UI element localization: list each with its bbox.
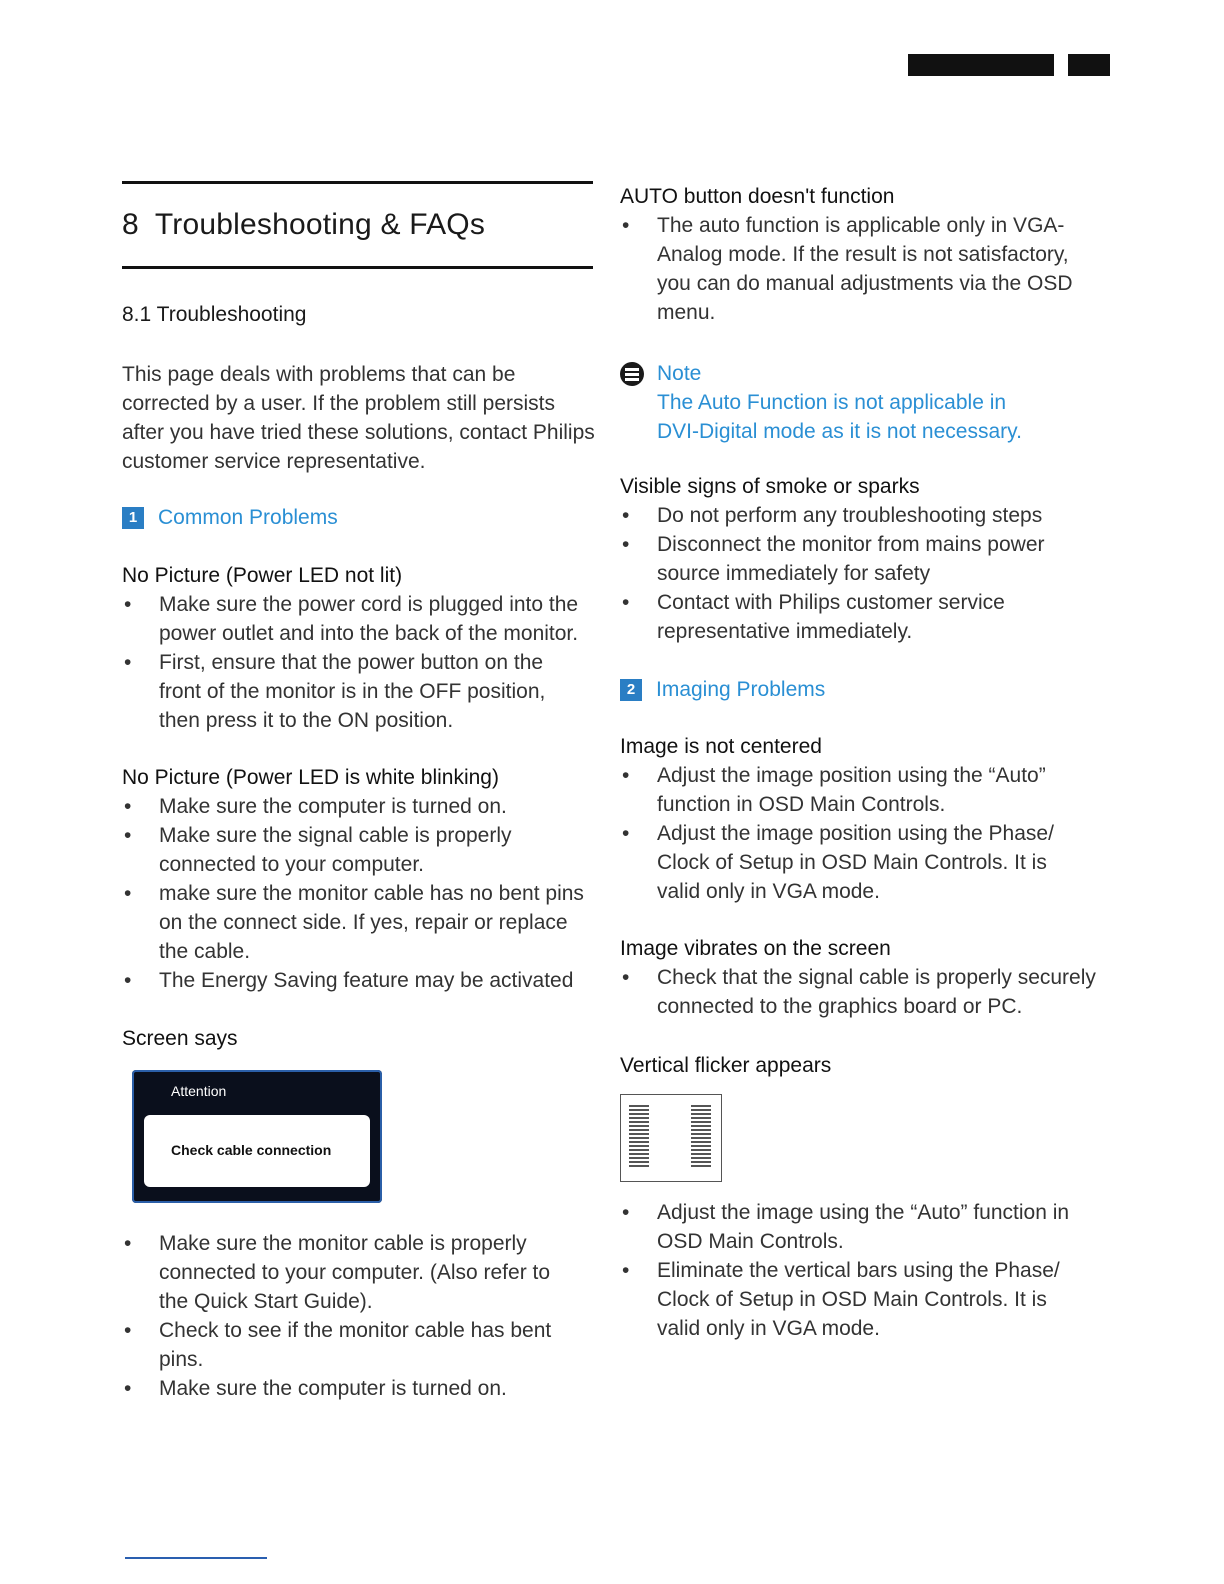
- list-item: • The Energy Saving feature may be activated: [122, 966, 602, 995]
- vibrates-section: [620, 937, 1110, 1021]
- subsection-heading: No Picture (Power LED is white blinking): [122, 766, 499, 789]
- subsection-heading: Visible signs of smoke or sparks: [620, 475, 920, 498]
- list-item: • Check to see if the monitor cable has bent pins.: [122, 1316, 602, 1374]
- no-picture-not-lit: [122, 564, 602, 735]
- chapter-rule-bottom: [122, 266, 593, 269]
- no-picture-blinking: [122, 766, 602, 995]
- list-item: • Make sure the computer is turned on.: [122, 1374, 602, 1403]
- osd-title: Attention: [171, 1083, 227, 1099]
- footer-line: [125, 1557, 267, 1559]
- subsection-heading: AUTO button doesn't function: [620, 185, 895, 208]
- page-number-bar: [1068, 54, 1110, 76]
- smoke-section: [620, 475, 1110, 646]
- subsection-heading: No Picture (Power LED not lit): [122, 564, 403, 587]
- auto-button-section: [620, 185, 1110, 327]
- bullet-list: [620, 761, 1110, 906]
- flicker-bars-right: [691, 1105, 711, 1169]
- list-item: • First, ensure that the power button on the front of the monitor is in the OFF position, then press it to the ON position.: [122, 648, 602, 735]
- bullet-list: [122, 1229, 602, 1403]
- chapter-title-text: Troubleshooting & FAQs: [154, 208, 486, 241]
- section-number-badge: 1: [122, 507, 144, 529]
- list-item: • Make sure the computer is turned on.: [122, 792, 602, 821]
- note-label: Note: [657, 362, 702, 385]
- flicker-section: [620, 1198, 1110, 1343]
- intro-line: customer service representative.: [122, 450, 426, 473]
- note-line: The Auto Function is not applicable in: [657, 391, 1007, 414]
- section-number-badge: 2: [620, 679, 642, 701]
- screen-says-heading: Screen says: [122, 1027, 238, 1050]
- bullet-list: [620, 963, 1110, 1021]
- list-item: • Check that the signal cable is properly securely connected to the graphics board or PC.: [620, 963, 1110, 1021]
- header-bar: [908, 54, 1054, 76]
- common-problems-title: Common Problems: [158, 506, 338, 529]
- list-item: • make sure the monitor cable has no bent pins on the connect side. If yes, repair or replace the cable.: [122, 879, 602, 966]
- intro-line: corrected by a user. If the problem still persists: [122, 392, 556, 415]
- intro-line: This page deals with problems that can be: [122, 363, 516, 386]
- flicker-heading: Vertical flicker appears: [620, 1054, 832, 1077]
- list-item: • Adjust the image using the “Auto” function in OSD Main Controls.: [620, 1198, 1110, 1256]
- chapter-title: [122, 208, 485, 242]
- bullet-list: [620, 501, 1110, 646]
- osd-message: Check cable connection: [171, 1142, 332, 1158]
- screen-says-list: [122, 1229, 602, 1403]
- vertical-flicker-image: [620, 1094, 722, 1182]
- list-item: • Disconnect the monitor from mains power source immediately for safety: [620, 530, 1110, 588]
- note-icon: [620, 362, 644, 386]
- subsection-heading: Image is not centered: [620, 735, 822, 758]
- note-block: [620, 359, 1110, 446]
- bullet-list: [122, 792, 602, 995]
- not-centered-section: [620, 735, 1110, 906]
- list-item: • Adjust the image position using the “Auto” function in OSD Main Controls.: [620, 761, 1110, 819]
- chapter-number: 8: [122, 208, 139, 241]
- section-title: 8.1 Troubleshooting: [122, 303, 307, 326]
- list-item: • Make sure the monitor cable is properly connected to your computer. (Also refer to the Quick Start Guide).: [122, 1229, 602, 1316]
- flicker-bars-left: [629, 1105, 649, 1169]
- list-item: • Make sure the signal cable is properly connected to your computer.: [122, 821, 602, 879]
- osd-attention-dialog: [132, 1070, 382, 1203]
- list-item: • Do not perform any troubleshooting steps: [620, 501, 1110, 530]
- osd-message-box: [144, 1115, 370, 1187]
- intro-paragraph: [122, 360, 602, 476]
- list-item: • The auto function is applicable only in VGA- Analog mode. If the result is not satisfactory, you can do manual adjustments via the OSD menu.: [620, 211, 1110, 327]
- bullet-list: [620, 211, 1110, 327]
- bullet-list: [122, 590, 602, 735]
- note-line: DVI-Digital mode as it is not necessary.: [657, 420, 1022, 443]
- list-item: • Adjust the image position using the Phase/ Clock of Setup in OSD Main Controls. It is valid only in VGA mode.: [620, 819, 1110, 906]
- list-item: • Eliminate the vertical bars using the Phase/ Clock of Setup in OSD Main Controls. It is valid only in VGA mode.: [620, 1256, 1110, 1343]
- imaging-problems-title: Imaging Problems: [656, 678, 826, 701]
- intro-line: after you have tried these solutions, contact Philips: [122, 421, 595, 444]
- subsection-heading: Image vibrates on the screen: [620, 937, 891, 960]
- list-item: • Make sure the power cord is plugged into the power outlet and into the back of the monitor.: [122, 590, 602, 648]
- imaging-problems-heading: [620, 678, 825, 702]
- chapter-rule-top: [122, 181, 593, 184]
- bullet-list: [620, 1198, 1110, 1343]
- list-item: • Contact with Philips customer service representative immediately.: [620, 588, 1110, 646]
- common-problems-heading: [122, 506, 338, 530]
